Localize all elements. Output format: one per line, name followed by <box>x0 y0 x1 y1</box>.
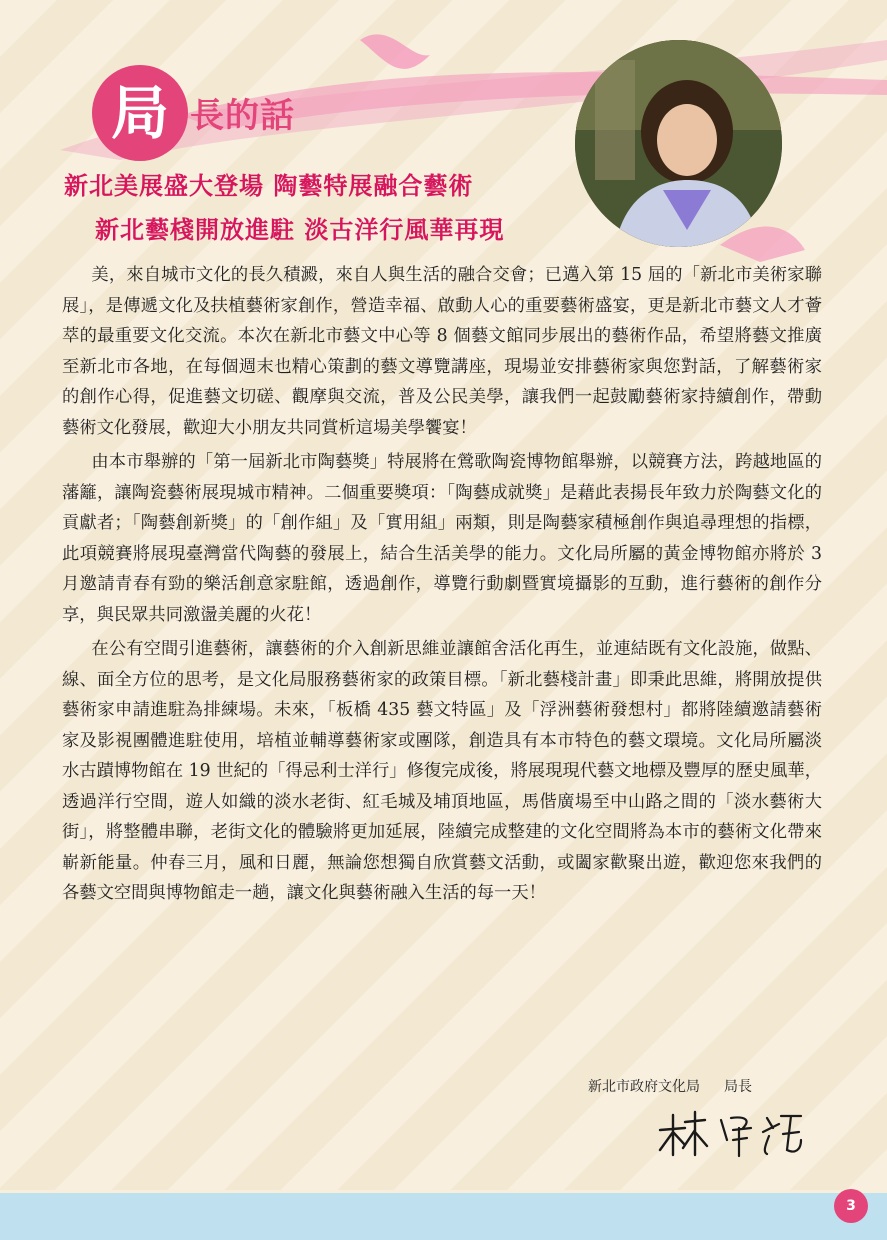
handwritten-signature <box>655 1110 805 1160</box>
footer-band <box>0 1193 887 1240</box>
paragraph: 美，來自城市文化的長久積澱，來自人與生活的融合交會；已邁入第 15 屆的「新北市美術家聯展」，是傳遞文化及扶植藝術家創作，營造幸福、啟動人心的重要藝術盛宴，更是新北市藝文人才薈萃的最重要文化交流。本次在新北市藝文中心等 8 個藝文館同步展出的藝術作品，希望將藝文推廣至新北市各地，在每個週末也精心策劃的藝文導覽講座，現場並安排藝術家與您對話，了解藝術家的創作心得，促進藝文切磋、觀摩與交流，普及公民美學，讓我們一起鼓勵藝術家持續創作，帶動藝術文化發展，歡迎大小朋友共同賞析這場美學饗宴！ <box>62 265 822 438</box>
headline-line-2: 新北藝棧開放進駐 淡古洋行風華再現 <box>95 215 505 244</box>
butterfly-icon <box>360 34 430 69</box>
paragraph: 由本市舉辦的「第一屆新北市陶藝獎」特展將在鶯歌陶瓷博物館舉辦，以競賽方法，跨越地區的藩籬，讓陶瓷藝術展現城市精神。二個重要獎項：「陶藝成就獎」是藉此表揚長年致力於陶藝文化的貢獻者；「陶藝創新獎」的「創作組」及「實用組」兩類，則是陶藝家積極創作與追尋理想的指標，此項競賽將展現臺灣當代陶藝的發展上，結合生活美學的能力。文化局所屬的黃金博物館亦將於 3 月邀請青春有勁的樂活創意家駐館，透過創作，導覽行動劇暨實境攝影的互動，進行藝術的創作分享，與民眾共同激盪美麗的火花！ <box>62 452 822 625</box>
credit-organization: 新北市政府文化局 <box>588 1079 700 1095</box>
page-number: 3 <box>834 1189 868 1223</box>
article-body <box>62 260 822 913</box>
badge-char: 局 <box>110 79 169 147</box>
author-credit <box>588 1076 752 1096</box>
page-title: 長的話 <box>190 96 295 136</box>
director-portrait <box>575 40 782 247</box>
credit-role: 局長 <box>724 1079 752 1095</box>
title-badge <box>92 65 188 161</box>
portrait-image <box>575 40 782 247</box>
headline-line-1: 新北美展盛大登場 陶藝特展融合藝術 <box>64 171 474 200</box>
paragraph: 在公有空間引進藝術，讓藝術的介入創新思維並讓館舍活化再生，並連結既有文化設施，做點、線、面全方位的思考，是文化局服務藝術家的政策目標。「新北藝棧計畫」即秉此思維，將開放提供藝術家申請進駐為排練場。未來，「板橋 435 藝文特區」及「浮洲藝術發想村」都將陸續邀請藝術家及影視團體進駐使用，培植並輔導藝術家或團隊，創造具有本市特色的藝文環境。文化局所屬淡水古蹟博物館在 19 世紀的「得忌利士洋行」修復完成後，將展現現代藝文地標及豐厚的歷史風華，透過洋行空間，遊人如織的淡水老街、紅毛城及埔頂地區，馬偕廣場至中山路之間的「淡水藝術大街」，將整體串聯，老街文化的體驗將更加延展，陸續完成整建的文化空間將為本市的藝術文化帶來嶄新能量。仲春三月，風和日麗，無論您想獨自欣賞藝文活動，或闔家歡聚出遊，歡迎您來我們的各藝文空間與博物館走一趟，讓文化與藝術融入生活的每一天！ <box>62 639 822 903</box>
butterfly-icon <box>720 226 805 262</box>
